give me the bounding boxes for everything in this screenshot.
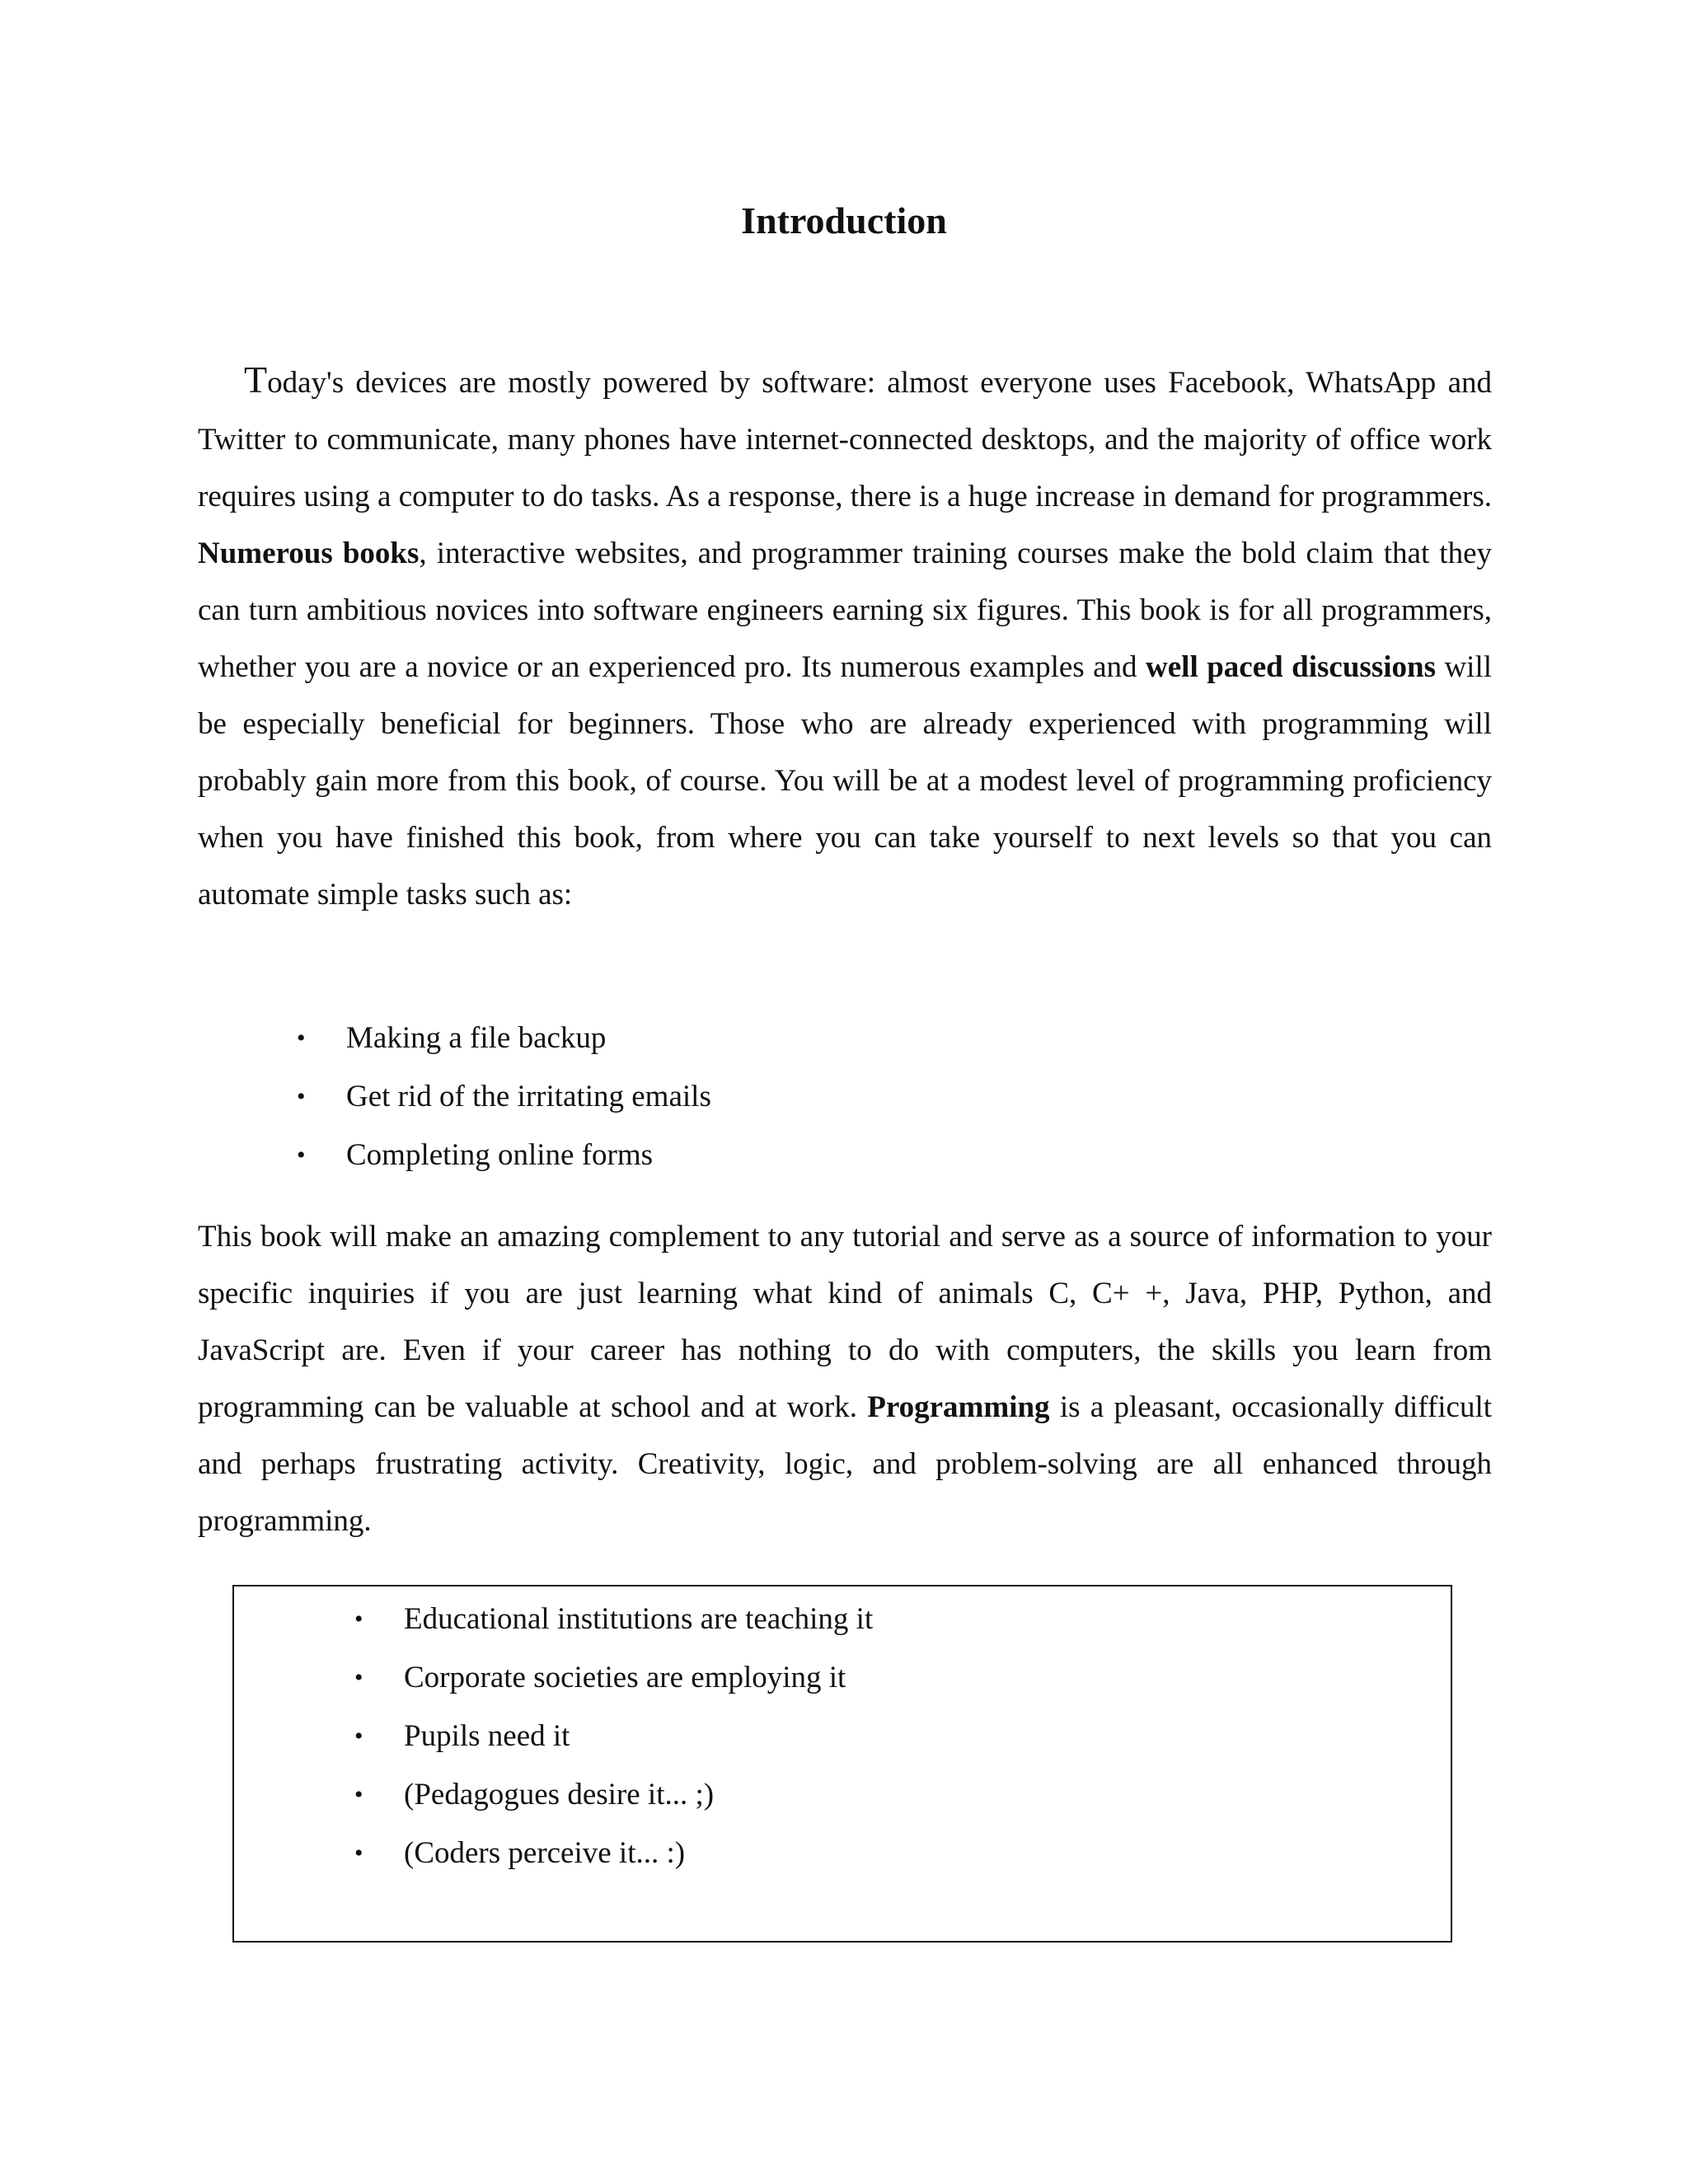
intro-paragraph bbox=[198, 351, 1492, 923]
list-item-text: Pupils need it bbox=[404, 1719, 570, 1753]
bullet-icon: • bbox=[297, 1024, 306, 1052]
list-item-text: Get rid of the irritating emails bbox=[346, 1080, 711, 1113]
list-item bbox=[354, 1707, 873, 1765]
list-item bbox=[297, 1126, 711, 1184]
list-item-text: Making a file backup bbox=[346, 1021, 607, 1055]
complement-paragraph bbox=[198, 1208, 1492, 1549]
complement-text-part1: This book will make an amazing complement to any tutorial and serve as a source of information to your specific inquiries if you are just learning what kind of animals C, C+ +, Java, PHP, Python, and JavaScript are. Even if your career has nothing to do with computers, the skills you learn from programming can be valuable at school and at work. bbox=[198, 1220, 1492, 1424]
boxed-bullet-list bbox=[232, 1585, 1452, 1943]
list-item bbox=[354, 1765, 873, 1824]
bullet-icon: • bbox=[354, 1664, 363, 1691]
intro-text-part1: oday's devices are mostly powered by software: almost everyone uses Facebook, WhatsApp and Twitter to communicate, many phones have internet-connected desktops, and the majority of office work requires using a computer to do tasks. As a response, there is a huge increase in demand for programmers. bbox=[198, 366, 1492, 513]
bullet-icon: • bbox=[297, 1141, 306, 1169]
tasks-bullet-list bbox=[297, 1009, 711, 1184]
bold-well-paced-discussions: well paced discussions bbox=[1146, 650, 1436, 684]
bullet-icon: • bbox=[354, 1605, 363, 1633]
page-title: Introduction bbox=[741, 199, 947, 241]
intro-text-part3: will be especially beneficial for beginners. Those who are already experienced with programming will probably gain more from this book, of course. You will be at a modest level of programming proficiency when you have finished this book, from where you can take yourself to next levels so that you can automate simple tasks such as: bbox=[198, 650, 1493, 912]
drop-cap-letter: T bbox=[244, 359, 268, 401]
list-item bbox=[354, 1824, 873, 1882]
box-list bbox=[354, 1590, 874, 1882]
bold-numerous-books: Numerous books bbox=[198, 537, 420, 570]
list-item-text: Completing online forms bbox=[346, 1138, 654, 1172]
list-item bbox=[354, 1648, 873, 1707]
bullet-icon: • bbox=[297, 1083, 306, 1110]
intro-text-part2: , interactive websites, and programmer training courses make the bold claim that they can turn ambitious novices into software engineers earning six figures. This book is for all programmers, whether you are a novice or an experienced pro. Its numerous examples and bbox=[198, 537, 1492, 684]
list-item-text: (Pedagogues desire it... ;) bbox=[404, 1778, 715, 1811]
list-item bbox=[297, 1067, 711, 1126]
bullet-icon: • bbox=[354, 1781, 363, 1808]
complement-text-part2: is a pleasant, occasionally difficult and perhaps frustrating activity. Creativity, logic, and problem-solving are all enhanced through programming. bbox=[198, 1390, 1492, 1538]
list-item bbox=[297, 1009, 711, 1067]
list-item-text: Corporate societies are employing it bbox=[404, 1661, 846, 1694]
bullet-icon: • bbox=[354, 1722, 363, 1750]
bullet-icon: • bbox=[354, 1840, 363, 1867]
list-item-text: Educational institutions are teaching it bbox=[404, 1602, 874, 1636]
list-item-text: (Coders perceive it... :) bbox=[404, 1836, 686, 1870]
bold-programming: Programming bbox=[867, 1390, 1050, 1424]
list-item bbox=[354, 1590, 874, 1648]
